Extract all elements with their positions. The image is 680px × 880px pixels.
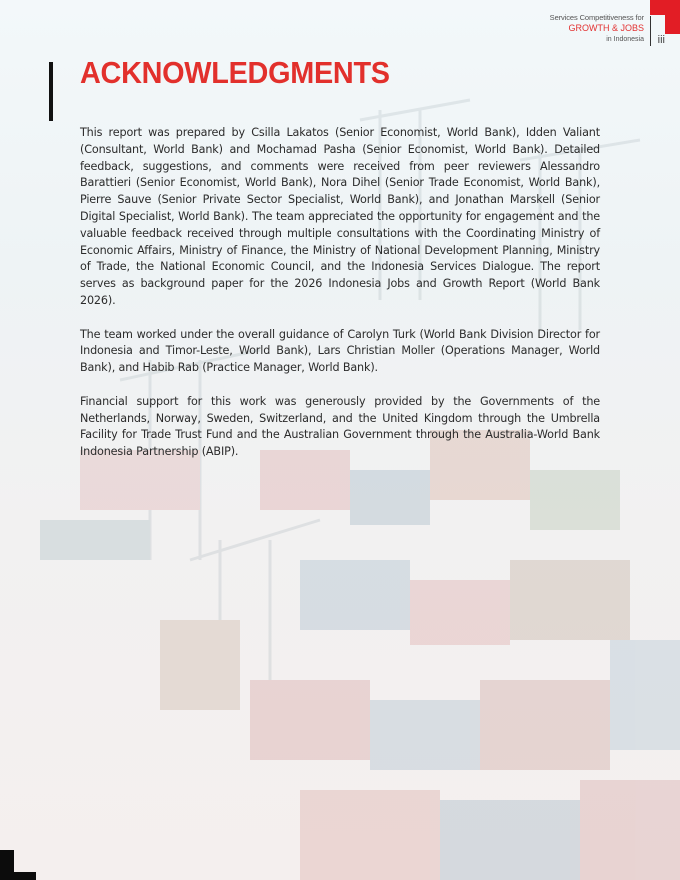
red-corner-accent [650,0,680,34]
title-accent-bar [49,62,53,121]
header-divider [650,16,651,46]
corner-bracket-mark [0,850,36,880]
running-header [550,12,644,45]
page-title: ACKNOWLEDGMENTS [80,55,390,90]
acknowledgments-body [80,125,600,478]
header-line-2: GROWTH & JOBS [568,23,644,33]
paragraph-1: This report was prepared by Csilla Lakatos (Senior Economist, World Bank), Idden Valiant (Consultant, World Bank) and Mochamad Pasha (Senior Economist, World Bank). Detailed feedback, suggestions, and comments were received from peer reviewers Alessandro Barattieri (Senior Economist, World Bank), Nora Dihel (Senior Trade Economist, World Bank), Pierre Sauve (Senior Private Sector Specialist, World Bank), and Jonathan Marskell (Senior Digital Specialist, World Bank). The team appreciated the opportunity for engagement and the valuable feedback received through multiple consultations with the Coordinating Ministry of Economic Affairs, Ministry of Finance, the Ministry of National Development Planning, Ministry of Trade, the National Economic Council, and the Indonesia Services Dialogue. The report serves as background paper for the 2026 Indonesia Jobs and Growth Report (World Bank 2026). [80,126,600,307]
header-line-3: in Indonesia [606,36,644,43]
paragraph-3: Financial support for this work was generously provided by the Governments of the Netherlands, Norway, Sweden, Switzerland, and the United Kingdom through the Umbrella Facility for Trade Trust Fund and the Australian Government through the Australia-World Bank Indonesia Partnership (ABIP). [80,394,600,459]
paragraph-2: The team worked under the overall guidance of Carolyn Turk (World Bank Division Director for Indonesia and Timor-Leste, World Bank), Lars Christian Moller (Operations Manager, World Bank), and Habib Rab (Practice Manager, World Bank). [80,327,600,375]
header-line-1: Services Competitiveness for [549,13,644,22]
page-number: iii [657,34,665,46]
